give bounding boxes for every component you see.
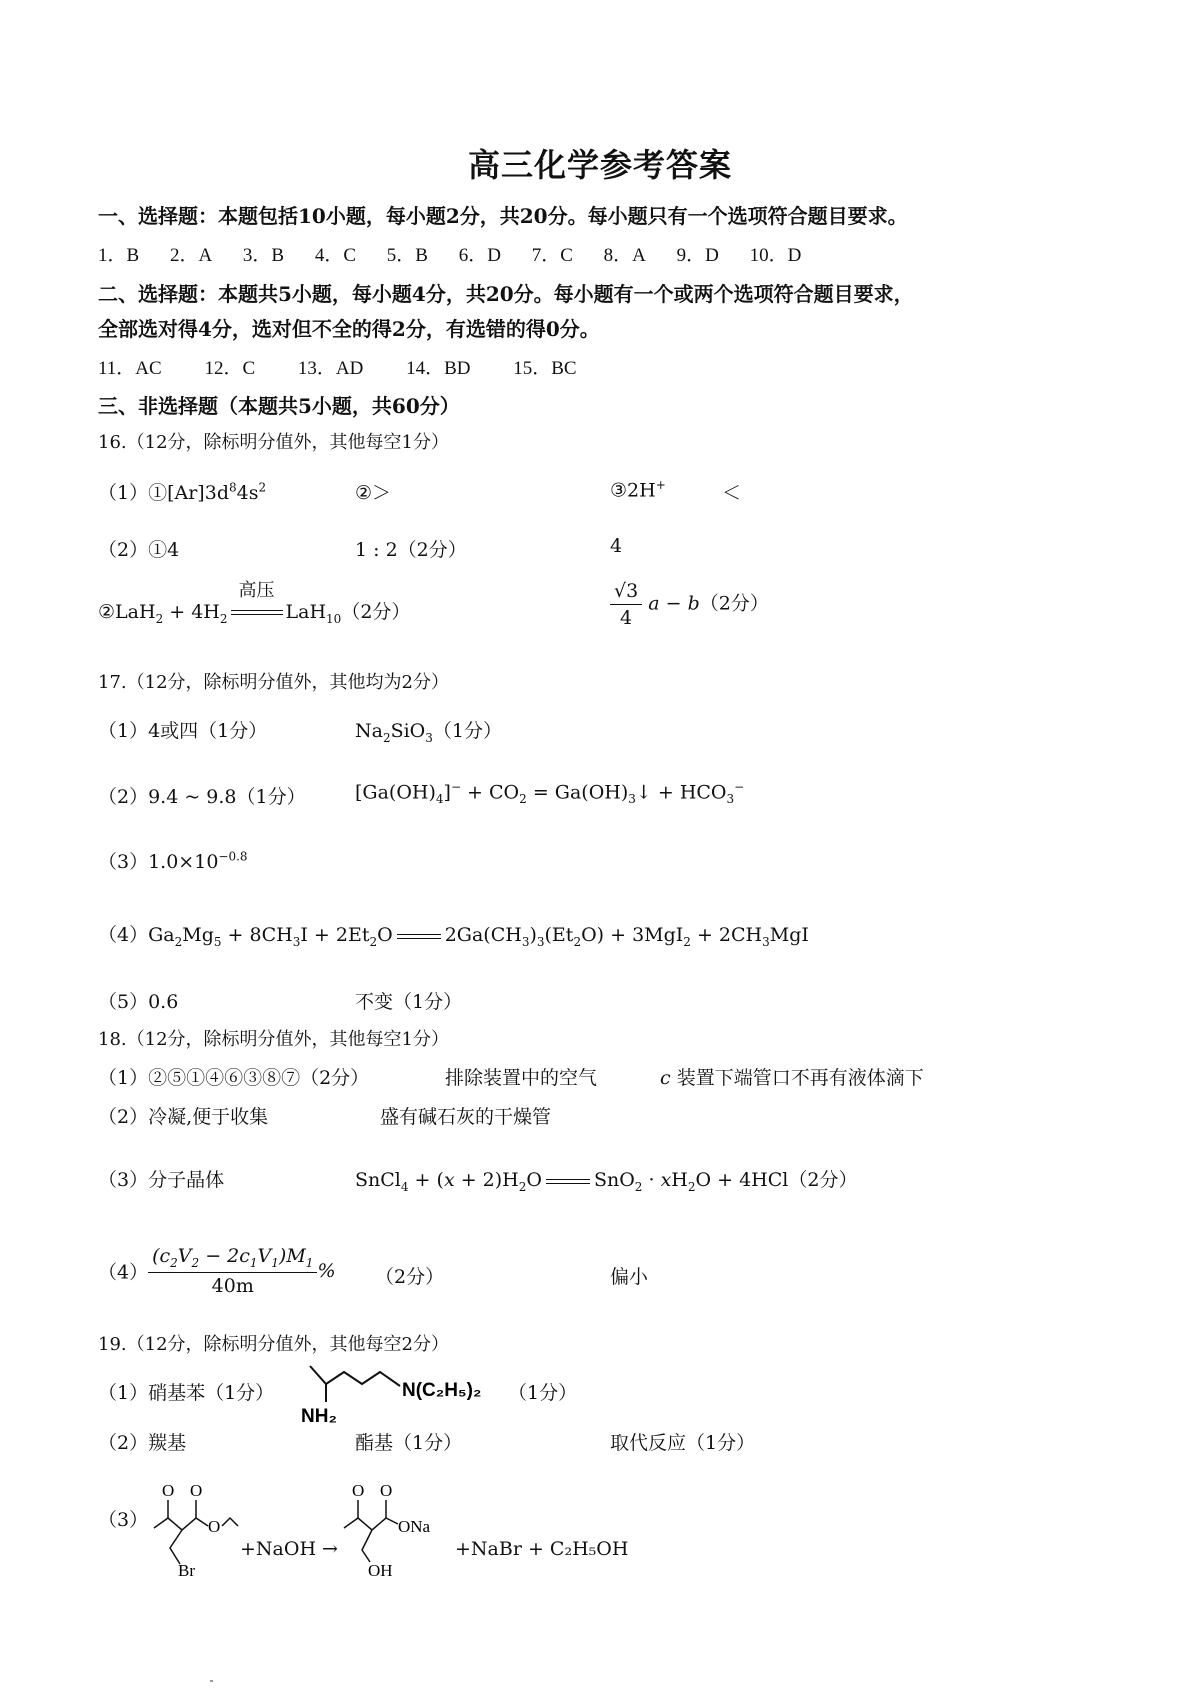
q17-part4-equation: $(4)Ga_2Mg_5 + 8CH_3I + 2Et_2O$ $2Ga(CH_3)_3(Et_2O) + 3MgI_2 + 2CH_3MgI$: [98, 924, 809, 949]
q16-part2-ratio: 1 : 2（2分）: [355, 539, 467, 561]
fraction-denominator: 40m: [211, 1274, 254, 1297]
q16-part1-comparison: ②＞: [355, 482, 392, 504]
q18-part4-score: （2分）: [375, 1266, 445, 1288]
part-label: （1）①: [98, 482, 168, 504]
q19-part1-answer: （1）硝基苯（1分）: [98, 1382, 275, 1404]
section2-answers: [98, 353, 615, 380]
q17-part2-equation: $[Ga(OH)_4]^- + CO_2$ = $Ga(OH)_3↓ + HCO_3^-$: [355, 780, 745, 807]
q16-part1-less-than: ＜: [722, 482, 742, 504]
answer-item: 13．AD: [297, 358, 364, 379]
q16-heading: 16.（12分，除标明分值外，其他每空1分）: [98, 432, 449, 453]
q18-part1-endpoint: [660, 1063, 924, 1090]
expression: a − b: [648, 592, 700, 615]
q16-part2-answer3: 4: [610, 535, 623, 557]
q19-part1-score: （1分）: [508, 1382, 578, 1404]
diethylamino-group: N(C₂H₅)₂: [402, 1380, 482, 1401]
exponent: −0.8: [218, 849, 248, 864]
q17-part1-answer: （1）4或四（1分）: [98, 720, 268, 742]
equals-sign: [546, 1179, 590, 1184]
answer-item: 7．C: [531, 245, 573, 266]
q19-heading: 19.（12分，除标明分值外，其他每空2分）: [98, 1334, 449, 1355]
page-title: 高三化学参考答案: [467, 146, 732, 184]
q16-part2-answer1: （2）①4: [98, 539, 180, 561]
answer-item: 4．C: [314, 245, 357, 266]
q17-part1-formula: $Na_2SiO_3(1$分）: [355, 720, 502, 745]
answer-item: 8．A: [603, 245, 646, 266]
part-label: （4）: [98, 1261, 149, 1284]
hydroxy-sodium-salt-skeletal-formula: [340, 1478, 450, 1578]
answer-item: 12．C: [204, 358, 256, 379]
q18-part3-crystal: （3）分子晶体: [98, 1169, 225, 1191]
noble-gas-core: [Ar]: [167, 482, 205, 504]
q19-part2-ester: 酯基（1分）: [355, 1432, 463, 1454]
amino-group: NH₂: [301, 1406, 337, 1427]
q18-part2-answer: （2）冷凝,便于收集: [98, 1106, 269, 1128]
section2-heading-line1: 二、选择题：本题共5小题，每小题4分，共20分。每小题有一个或两个选项符合题目要求，: [98, 282, 914, 306]
q19-part2-reaction-type: 取代反应（1分）: [610, 1432, 756, 1454]
fraction-numerator: √3: [610, 580, 642, 605]
answer-item: 2．A: [169, 245, 213, 266]
part-label: （4）: [98, 924, 149, 946]
section2-heading-line2: 全部选对得4分，选对但不全的得2分，有选错的得0分。: [98, 317, 600, 341]
bromo-ester-skeletal-formula: [150, 1478, 240, 1578]
score: （1分）: [432, 720, 502, 742]
answer-item: 14．BD: [406, 358, 471, 379]
answer-item: 5．B: [386, 245, 428, 266]
q17-part3-answer: [98, 847, 248, 874]
percent-sign: %: [317, 1259, 336, 1282]
part-label: ②: [98, 601, 116, 623]
q17-part2-range: （2）9.4 ~ 9.8（1分）: [98, 786, 306, 808]
reaction-condition: 高压: [238, 580, 275, 601]
q16-part1-ion: [610, 478, 666, 501]
svg-text:O: O: [208, 1517, 221, 1536]
q19-part3-products: +NaBr + C₂H₅OH: [455, 1538, 629, 1560]
q18-part1-purpose: 排除装置中的空气: [445, 1067, 598, 1089]
q18-part1-order: （1）②⑤①④⑥③⑧⑦（2分）: [98, 1067, 370, 1089]
svg-text:O: O: [190, 1481, 203, 1500]
q18-part4-error: 偏小: [610, 1266, 649, 1288]
q19-part3-label: （3）: [98, 1509, 149, 1531]
answer-item: 6．D: [458, 245, 501, 266]
q18-part3-equation: SnCl$_4$ + $(x + 2)H_2O$ $SnO_2 \cdot xH_2O + 4HCl(2$分）: [355, 1169, 858, 1194]
svg-text:O: O: [162, 1481, 175, 1500]
fraction-numerator: $(c_2V_2 - 2c_1V_1)M_1$: [148, 1245, 317, 1273]
q17-part5-answer: （5）0.6: [98, 991, 179, 1013]
ion-charge: +: [655, 478, 666, 492]
q19-part2-carbonyl: （2）羰基: [98, 1432, 187, 1454]
scan-speck: [210, 1680, 213, 1682]
q18-part2-apparatus: 盛有碱石灰的干燥管: [380, 1106, 552, 1128]
section1-answers: [98, 240, 827, 267]
q16-part2-expression: [610, 580, 769, 629]
value: （3）1.0×10: [98, 851, 219, 873]
high-pressure-arrow: [231, 580, 283, 624]
hydroxyl-label: OH: [368, 1561, 393, 1578]
score: （2分）: [699, 592, 769, 615]
answer-item: 9．D: [676, 245, 719, 266]
svg-text:O: O: [352, 1481, 365, 1500]
variable: c: [660, 1067, 671, 1089]
section3-heading: 三、非选择题（本题共5小题，共60分）: [98, 394, 460, 418]
q19-part3-product: [340, 1478, 450, 1578]
answer-item: 11．AC: [98, 358, 162, 379]
q17-part5-unchanged: 不变（1分）: [355, 991, 463, 1013]
q19-part3-reagent: +NaOH →: [240, 1538, 338, 1560]
fraction: [610, 580, 642, 629]
q16-part1-electron-config: $(1)①[Ar]3d^84s^2$: [98, 480, 267, 504]
ion-text: ③2H: [610, 479, 656, 502]
answer-item: 10．D: [749, 245, 802, 266]
bromine-label: Br: [178, 1561, 195, 1578]
answer-item: 15．BC: [513, 358, 577, 379]
q16-part2-equation: ②LaH$_2$ + $4H_2$ 高压 LaH$_{10}$（2分）: [98, 597, 410, 626]
fraction: [148, 1245, 317, 1297]
equals-sign: [397, 934, 441, 939]
q19-part3-reactant: [150, 1478, 240, 1578]
score: （2分）: [341, 601, 411, 623]
sodium-carboxylate-label: ONa: [398, 1517, 431, 1536]
answer-item: 3．B: [242, 245, 285, 266]
answer-item: 1．B: [98, 245, 140, 266]
q18-part4-expression: [98, 1245, 336, 1297]
svg-text:O: O: [380, 1481, 393, 1500]
fraction-denominator: 4: [620, 607, 633, 629]
q17-heading: 17.（12分，除标明分值外，其他均为2分）: [98, 672, 449, 693]
q18-heading: 18.（12分，除标明分值外，其他每空1分）: [98, 1029, 449, 1050]
endpoint-text: 装置下端管口不再有液体滴下: [676, 1067, 924, 1089]
score: （2分）: [788, 1169, 858, 1191]
section1-heading: 一、选择题：本题包括10小题，每小题2分，共20分。每小题只有一个选项符合题目要求。: [98, 204, 908, 228]
